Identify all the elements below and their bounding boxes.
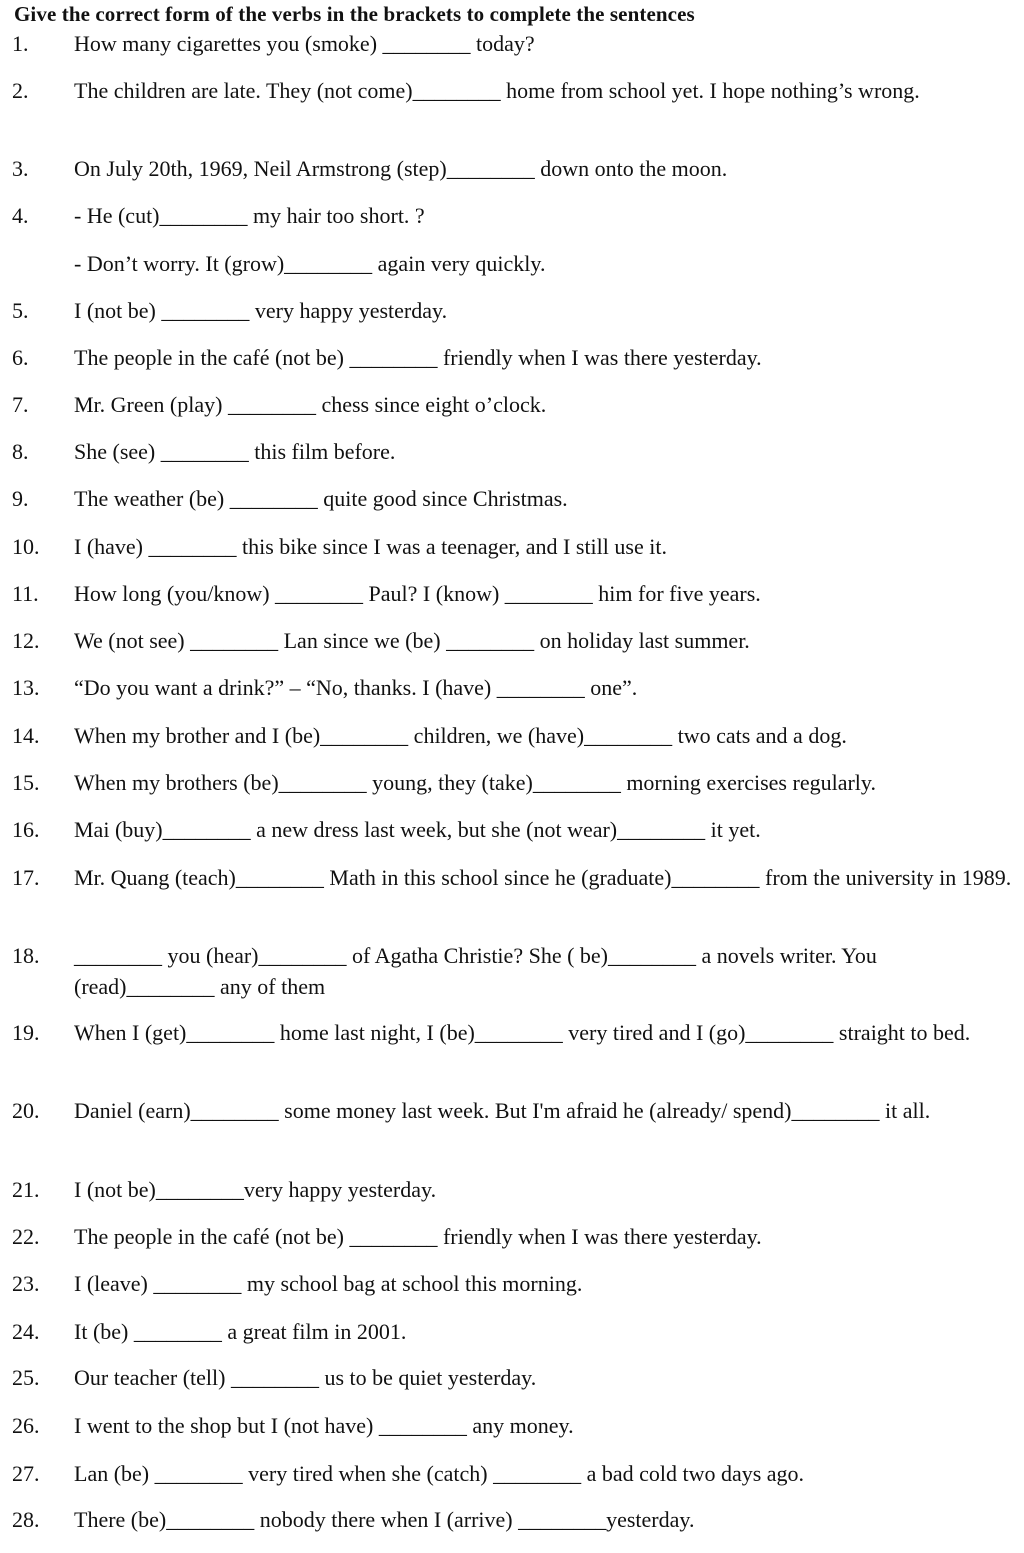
question-number: 11.	[12, 581, 39, 606]
question-text: I (not be)________very happy yesterday.	[74, 1177, 437, 1202]
question-number: 14.	[12, 723, 40, 748]
question-number: 3.	[12, 156, 29, 181]
question-28	[12, 1504, 1017, 1535]
question-number: 25.	[12, 1365, 40, 1390]
question-number: 22.	[12, 1224, 40, 1249]
question-text: I went to the shop but I (not have) ________ any money.	[74, 1413, 574, 1438]
question-text: The children are late. They (not come)________ home from school yet. I hope nothing’s wrong.	[74, 78, 920, 103]
question-number: 4.	[12, 203, 29, 228]
question-number: 10.	[12, 534, 40, 559]
question-18	[12, 940, 1017, 1002]
question-text: I (have) ________ this bike since I was a teenager, and I still use it.	[74, 534, 667, 559]
question-6	[12, 342, 1017, 373]
question-4-reply: - Don’t worry. It (grow)________ again very quickly.	[74, 251, 546, 276]
question-text: The people in the café (not be) ________ friendly when I was there yesterday.	[74, 345, 762, 370]
question-10	[12, 531, 1017, 562]
question-number: 20.	[12, 1098, 40, 1123]
question-27	[12, 1458, 1017, 1489]
question-16	[12, 814, 1017, 845]
question-17	[12, 862, 1017, 893]
question-number: 18.	[12, 943, 40, 968]
question-text: When my brother and I (be)________ children, we (have)________ two cats and a dog.	[74, 723, 847, 748]
question-number: 7.	[12, 392, 29, 417]
question-text: Mr. Green (play) ________ chess since eight o’clock.	[74, 392, 547, 417]
question-text: “Do you want a drink?” – “No, thanks. I (have) ________ one”.	[74, 675, 638, 700]
question-text: Mai (buy)________ a new dress last week, but she (not wear)________ it yet.	[74, 817, 761, 842]
question-number: 27.	[12, 1461, 40, 1486]
question-25	[12, 1362, 1017, 1393]
question-text: ________ you (hear)________ of Agatha Christie? She ( be)________ a novels writer. You (read)________ any of them	[74, 943, 877, 999]
question-number: 26.	[12, 1413, 40, 1438]
question-14	[12, 720, 1017, 751]
question-text: How long (you/know) ________ Paul? I (know) ________ him for five years.	[74, 581, 761, 606]
question-21	[12, 1174, 1017, 1205]
question-text: She (see) ________ this film before.	[74, 439, 396, 464]
worksheet-title: Give the correct form of the verbs in the brackets to complete the sentences	[14, 2, 695, 26]
question-5	[12, 295, 1017, 326]
question-text: Daniel (earn)________ some money last week. But I'm afraid he (already/ spend)________ it all.	[74, 1098, 931, 1123]
question-number: 2.	[12, 78, 29, 103]
question-2	[12, 75, 1017, 106]
question-9	[12, 483, 1017, 514]
question-number: 19.	[12, 1020, 40, 1045]
question-text: Our teacher (tell) ________ us to be quiet yesterday.	[74, 1365, 537, 1390]
question-15	[12, 767, 1017, 798]
question-text: Mr. Quang (teach)________ Math in this school since he (graduate)________ from the university in 1989.	[74, 865, 1012, 890]
question-text: I (leave) ________ my school bag at school this morning.	[74, 1271, 583, 1296]
question-number: 12.	[12, 628, 40, 653]
question-20	[12, 1095, 1017, 1126]
question-text: It (be) ________ a great film in 2001.	[74, 1319, 407, 1344]
question-1	[12, 28, 1017, 59]
question-number: 6.	[12, 345, 29, 370]
question-26	[12, 1410, 1017, 1441]
question-3	[12, 153, 1017, 184]
question-12	[12, 625, 1017, 656]
question-number: 28.	[12, 1507, 40, 1532]
question-number: 23.	[12, 1271, 40, 1296]
question-text: - He (cut)________ my hair too short. ?	[74, 203, 425, 228]
question-number: 15.	[12, 770, 40, 795]
question-text: Lan (be) ________ very tired when she (catch) ________ a bad cold two days ago.	[74, 1461, 805, 1486]
question-23	[12, 1268, 1017, 1299]
question-number: 13.	[12, 675, 40, 700]
question-19	[12, 1017, 1017, 1048]
question-13	[12, 672, 1017, 703]
question-number: 8.	[12, 439, 29, 464]
question-number: 5.	[12, 298, 29, 323]
question-number: 17.	[12, 865, 40, 890]
question-text: When my brothers (be)________ young, they (take)________ morning exercises regularly.	[74, 770, 876, 795]
question-text: The people in the café (not be) ________ friendly when I was there yesterday.	[74, 1224, 762, 1249]
question-text: I (not be) ________ very happy yesterday.	[74, 298, 448, 323]
question-text: There (be)________ nobody there when I (arrive) ________yesterday.	[74, 1507, 695, 1532]
question-number: 9.	[12, 486, 29, 511]
question-22	[12, 1221, 1017, 1252]
question-24	[12, 1316, 1017, 1347]
question-4	[12, 200, 1017, 231]
question-text: When I (get)________ home last night, I (be)________ very tired and I (go)________ straight to bed.	[74, 1020, 971, 1045]
question-11	[12, 578, 1017, 609]
question-number: 21.	[12, 1177, 40, 1202]
question-text: On July 20th, 1969, Neil Armstrong (step)________ down onto the moon.	[74, 156, 728, 181]
question-text: We (not see) ________ Lan since we (be) ________ on holiday last summer.	[74, 628, 750, 653]
question-text: The weather (be) ________ quite good since Christmas.	[74, 486, 568, 511]
question-number: 16.	[12, 817, 40, 842]
question-7	[12, 389, 1017, 420]
question-number: 1.	[12, 31, 29, 56]
question-8	[12, 436, 1017, 467]
question-number: 24.	[12, 1319, 40, 1344]
question-text: How many cigarettes you (smoke) ________ today?	[74, 31, 535, 56]
